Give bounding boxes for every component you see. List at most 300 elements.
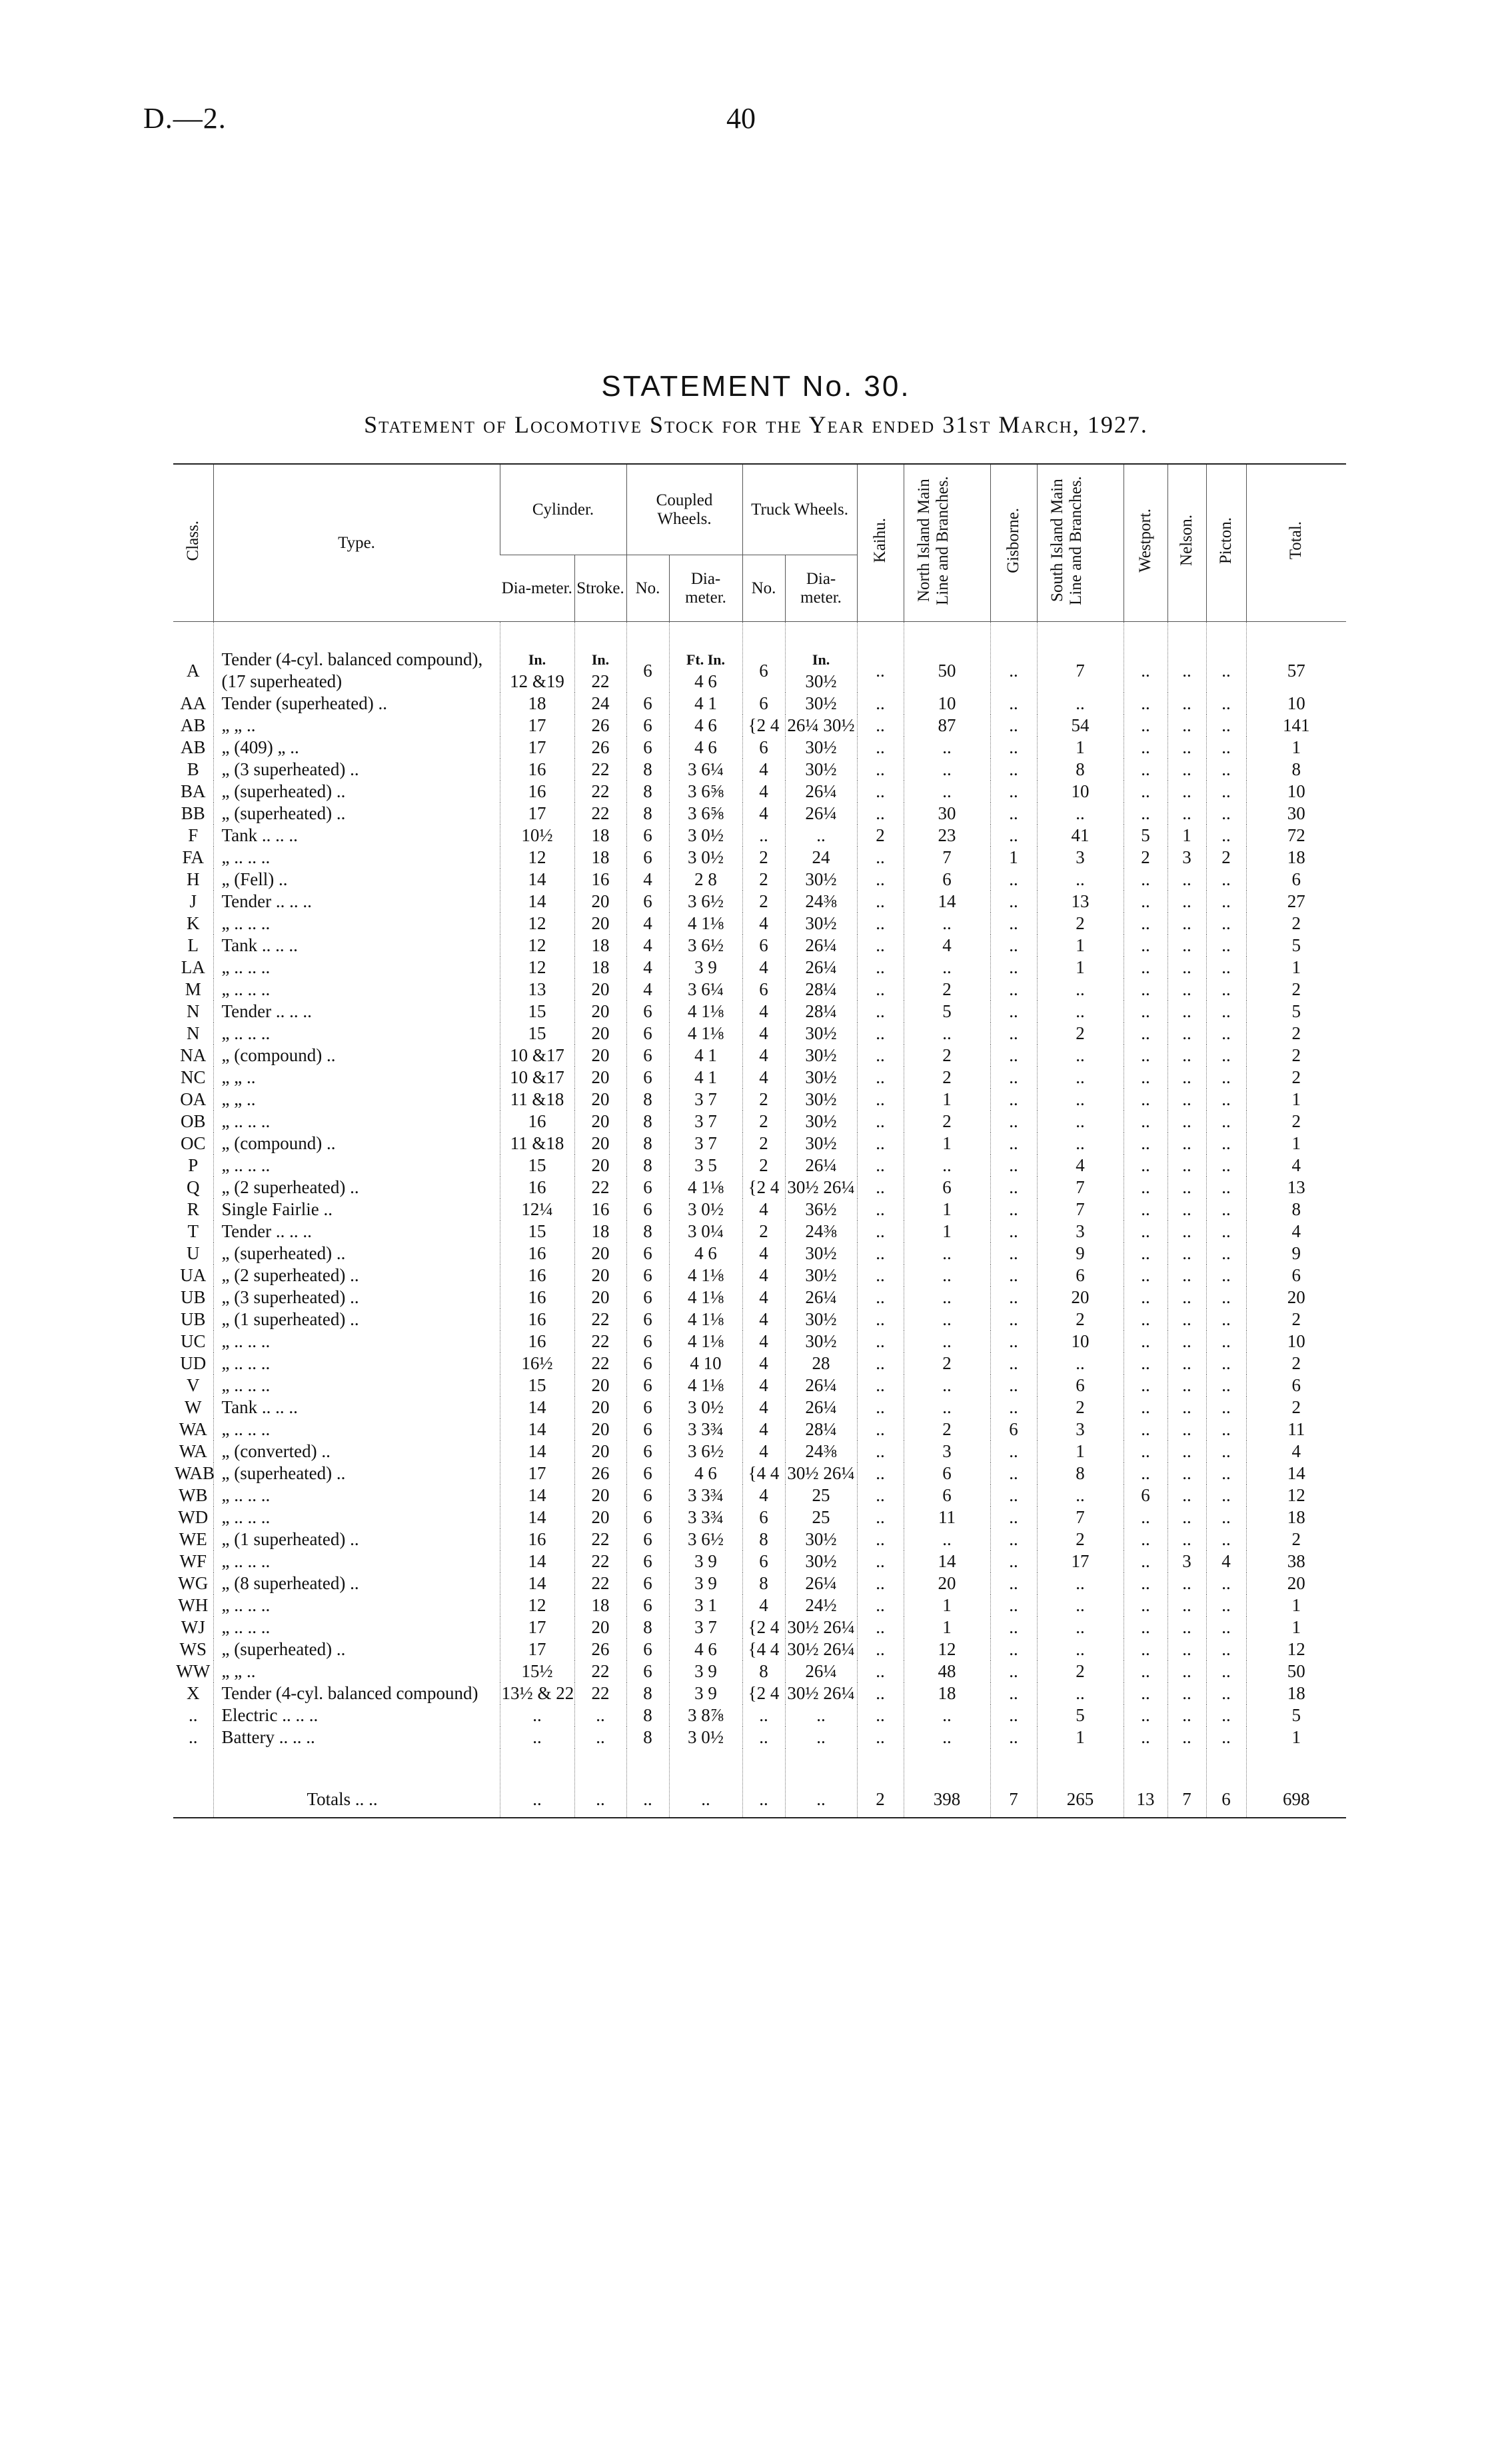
value-cell: .. [857, 1726, 904, 1748]
value-cell: 12 [500, 957, 574, 979]
value-cell: .. [1124, 1242, 1167, 1264]
value-cell: .. [990, 1199, 1037, 1221]
value-cell: 22 [574, 1330, 626, 1352]
value-cell: 9 [1246, 1242, 1346, 1264]
value-cell: 10 &17 [500, 1045, 574, 1067]
cell-value: 22 [591, 671, 610, 691]
value-cell: 12 [500, 913, 574, 935]
value-cell: 27 [1246, 891, 1346, 913]
value-cell: 6 [626, 1440, 669, 1462]
header-picton: Picton. [1206, 464, 1246, 622]
value-cell: .. [857, 1045, 904, 1067]
type-cell: Tender .. .. .. [213, 891, 500, 913]
table-row [173, 869, 1346, 891]
value-cell: 26¼ [785, 781, 857, 803]
table-row [173, 1330, 1346, 1352]
value-cell: 15 [500, 1155, 574, 1177]
value-cell: .. [1124, 869, 1167, 891]
value-cell: .. [857, 781, 904, 803]
value-cell: 1 [1246, 1594, 1346, 1616]
value-cell: .. [1037, 1001, 1124, 1023]
value-cell: 20 [1037, 1286, 1124, 1308]
value-cell: 3 [1167, 1550, 1206, 1572]
value-cell: 16 [500, 1286, 574, 1308]
value-cell: 22 [574, 1682, 626, 1704]
value-cell: 8 [626, 1704, 669, 1726]
value-cell: .. [904, 1286, 990, 1308]
value-cell: .. [574, 1726, 626, 1748]
value-cell: .. [1206, 1484, 1246, 1506]
class-cell: WE [179, 1529, 207, 1549]
value-cell: 15½ [500, 1660, 574, 1682]
value-cell: .. [904, 1374, 990, 1396]
value-cell: 7 [1037, 622, 1124, 693]
value-cell: .. [1206, 715, 1246, 737]
value-cell: 13½ & 22 [500, 1682, 574, 1704]
value-cell: .. [1167, 622, 1206, 693]
value-cell: 20 [574, 1242, 626, 1264]
value-cell: 7 [904, 847, 990, 869]
value-cell: .. [1124, 1133, 1167, 1155]
value-cell: .. [857, 715, 904, 737]
value-cell: 1 [904, 1221, 990, 1242]
value-cell: 4 [742, 1045, 785, 1067]
value-cell: 1 [904, 1089, 990, 1111]
value-cell: .. [1206, 1199, 1246, 1221]
value-cell: 30½ [785, 1067, 857, 1089]
class-cell: W [185, 1397, 202, 1417]
value-cell: 3 0¼ [669, 1221, 742, 1242]
type-cell: „ .. .. .. [213, 1616, 500, 1638]
class-cell: AB [180, 737, 206, 757]
value-cell: .. [1167, 1155, 1206, 1177]
value-cell: .. [904, 759, 990, 781]
value-cell: .. [1167, 913, 1206, 935]
value-cell: 1 [1246, 1133, 1346, 1155]
value-cell: 26¼ [785, 1286, 857, 1308]
value-cell: 5 [1246, 1704, 1346, 1726]
value-cell: .. [1167, 869, 1206, 891]
table-row [173, 1440, 1346, 1462]
value-cell: 15 [500, 1001, 574, 1023]
value-cell: .. [1167, 1396, 1206, 1418]
header-coupled-no: No. [626, 555, 669, 622]
value-cell: 30½ [785, 1528, 857, 1550]
value-cell: 16 [500, 1330, 574, 1352]
type-cell: „ .. .. .. [213, 1155, 500, 1177]
value-cell: .. [1167, 737, 1206, 759]
header-coupled-wheels: Coupled Wheels. [626, 464, 742, 555]
value-cell: 6 [626, 1308, 669, 1330]
value-cell: 6 [1246, 1264, 1346, 1286]
table-row [173, 1528, 1346, 1550]
value-cell: 2 [857, 825, 904, 847]
value-cell: .. [857, 979, 904, 1001]
value-cell: 15 [500, 1221, 574, 1242]
value-cell: .. [990, 737, 1037, 759]
value-cell: 4 [742, 1330, 785, 1352]
value-cell: 1 [1037, 935, 1124, 957]
value-cell: .. [990, 1572, 1037, 1594]
value-cell: 4 6 [669, 1242, 742, 1264]
value-cell: .. [857, 1177, 904, 1199]
value-cell: .. [857, 1462, 904, 1484]
value-cell: .. [1124, 1023, 1167, 1045]
value-cell: 3 3¾ [669, 1418, 742, 1440]
value-cell: 3 9 [669, 1572, 742, 1594]
value-cell: .. [990, 1352, 1037, 1374]
value-cell: 14 [500, 1550, 574, 1572]
value-cell: 6 [626, 1660, 669, 1682]
value-cell: 7 [1037, 1177, 1124, 1199]
value-cell: 38 [1246, 1550, 1346, 1572]
value-cell: 50 [904, 622, 990, 693]
header-north-island: North Island Main Line and Branches. [904, 464, 990, 622]
value-cell: 8 [1037, 1462, 1124, 1484]
value-cell: 6 [1246, 869, 1346, 891]
value-cell: 1 [1246, 957, 1346, 979]
value-cell: .. [857, 1704, 904, 1726]
type-cell: „ (superheated) .. [213, 781, 500, 803]
value-cell: .. [1124, 693, 1167, 715]
value-cell: .. [1206, 1374, 1246, 1396]
value-cell: 30½ [785, 1089, 857, 1111]
value-cell: .. [857, 1221, 904, 1242]
units-label: In. [591, 651, 610, 668]
value-cell: .. [1167, 1330, 1206, 1352]
value-cell: .. [1206, 869, 1246, 891]
value-cell: .. [990, 979, 1037, 1001]
value-cell: 4 1⅛ [669, 1177, 742, 1199]
value-cell: .. [1124, 737, 1167, 759]
value-cell: 18 [904, 1682, 990, 1704]
value-cell: .. [990, 1528, 1037, 1550]
value-cell: 30½ [785, 1550, 857, 1572]
value-cell: {4 4 [742, 1462, 785, 1484]
value-cell: .. [857, 1506, 904, 1528]
value-cell: 3 1 [669, 1594, 742, 1616]
value-cell: .. [1124, 622, 1167, 693]
totals-cell: .. [500, 1748, 574, 1818]
class-cell: NC [180, 1067, 206, 1087]
value-cell: 48 [904, 1660, 990, 1682]
value-cell: .. [1167, 1616, 1206, 1638]
value-cell: 10 [1246, 781, 1346, 803]
value-cell: 6 [742, 622, 785, 693]
value-cell: 18 [1246, 1506, 1346, 1528]
type-cell: „ .. .. .. [213, 1023, 500, 1045]
value-cell: 17 [500, 737, 574, 759]
value-cell: 6 [1037, 1264, 1124, 1286]
header-coupled-diameter: Dia-meter. [669, 555, 742, 622]
class-cell: WB [179, 1485, 208, 1505]
value-cell: .. [1037, 1133, 1124, 1155]
value-cell: .. [1037, 869, 1124, 891]
type-cell: „ .. .. .. [213, 1550, 500, 1572]
value-cell: 4 [742, 1242, 785, 1264]
value-cell: 6 [626, 1067, 669, 1089]
value-cell: .. [1124, 1330, 1167, 1352]
totals-cell: 398 [904, 1748, 990, 1818]
value-cell: .. [1124, 1352, 1167, 1374]
class-cell: FA [182, 847, 204, 867]
value-cell: .. [1124, 1111, 1167, 1133]
value-cell: .. [500, 1704, 574, 1726]
value-cell: 4 [742, 1440, 785, 1462]
value-cell: 4 6 [669, 1638, 742, 1660]
type-cell: „ .. .. .. [213, 1594, 500, 1616]
value-cell: .. [1124, 715, 1167, 737]
value-cell: .. [857, 1352, 904, 1374]
value-cell: 26¼ [785, 1660, 857, 1682]
totals-cell: 13 [1124, 1748, 1167, 1818]
value-cell: .. [904, 1308, 990, 1330]
value-cell: .. [904, 1726, 990, 1748]
class-cell: AB [180, 715, 206, 735]
class-cell: P [188, 1155, 199, 1175]
type-cell: „ (compound) .. [213, 1133, 500, 1155]
value-cell: 20 [574, 1440, 626, 1462]
class-cell: OB [180, 1111, 206, 1131]
value-cell: 17 [500, 1638, 574, 1660]
value-cell: 2 [1037, 1396, 1124, 1418]
value-cell: .. [1206, 1726, 1246, 1748]
value-cell: 13 [500, 979, 574, 1001]
totals-cell: .. [742, 1748, 785, 1818]
value-cell: .. [1167, 715, 1206, 737]
value-cell: .. [990, 1682, 1037, 1704]
value-cell: 14 [500, 1506, 574, 1528]
value-cell: .. [1167, 1133, 1206, 1155]
class-cell: OA [180, 1089, 207, 1109]
value-cell: .. [1206, 1682, 1246, 1704]
value-cell: 14 [904, 891, 990, 913]
value-cell: 2 [904, 1045, 990, 1067]
value-cell: .. [857, 1264, 904, 1286]
value-cell: 12 [500, 935, 574, 957]
value-cell: 20 [1246, 1572, 1346, 1594]
totals-cell: .. [785, 1748, 857, 1818]
value-cell: {2 4 [742, 715, 785, 737]
value-cell: .. [1167, 1506, 1206, 1528]
type-cell: „ .. .. .. [213, 1330, 500, 1352]
value-cell: 6 [626, 825, 669, 847]
value-cell: 4 [1206, 1550, 1246, 1572]
value-cell: .. [1206, 1594, 1246, 1616]
type-cell: „ .. .. .. [213, 979, 500, 1001]
value-cell: 3 [1037, 1418, 1124, 1440]
value-cell: .. [1167, 1418, 1206, 1440]
value-cell: .. [990, 1264, 1037, 1286]
value-cell: 2 [1037, 1308, 1124, 1330]
value-cell: {2 4 [742, 1616, 785, 1638]
value-cell: 20 [574, 1111, 626, 1133]
value-cell: 30 [1246, 803, 1346, 825]
value-cell: .. [1206, 1242, 1246, 1264]
value-cell: 4 [742, 803, 785, 825]
value-cell: 4 [742, 1484, 785, 1506]
value-cell: .. [1167, 1704, 1206, 1726]
value-cell: 16 [574, 1199, 626, 1221]
value-cell: .. [990, 1023, 1037, 1045]
value-cell: 57 [1246, 622, 1346, 693]
table-row [173, 1682, 1346, 1704]
value-cell: 18 [500, 693, 574, 715]
value-cell: .. [857, 759, 904, 781]
value-cell: 12 [904, 1638, 990, 1660]
value-cell: 4 1⅛ [669, 1286, 742, 1308]
value-cell: 3 6⅝ [669, 803, 742, 825]
value-cell: 18 [574, 847, 626, 869]
value-cell: .. [1124, 1726, 1167, 1748]
type-cell: „ .. .. .. [213, 847, 500, 869]
value-cell: 6 [904, 1462, 990, 1484]
value-cell: 2 [1037, 1023, 1124, 1045]
value-cell: 3 6½ [669, 1528, 742, 1550]
value-cell: .. [857, 622, 904, 693]
value-cell: .. [857, 1616, 904, 1638]
value-cell: 4 [742, 913, 785, 935]
value-cell: .. [1124, 1089, 1167, 1111]
value-cell: 20 [574, 979, 626, 1001]
value-cell: .. [1037, 1638, 1124, 1660]
value-cell: 24½ [785, 1594, 857, 1616]
class-cell: WA [179, 1419, 207, 1439]
class-cell: WS [179, 1639, 207, 1659]
type-cell: „ (compound) .. [213, 1045, 500, 1067]
value-cell: 8 [742, 1660, 785, 1682]
class-cell: .. [189, 1727, 198, 1747]
table-row [173, 1660, 1346, 1682]
value-cell: 20 [574, 1506, 626, 1528]
value-cell: 3 9 [669, 957, 742, 979]
value-cell: 16½ [500, 1352, 574, 1374]
value-cell: 8 [626, 1221, 669, 1242]
table-row [173, 891, 1346, 913]
value-cell: 30½ [785, 1045, 857, 1067]
value-cell: .. [1124, 1067, 1167, 1089]
value-cell: .. [1037, 803, 1124, 825]
value-cell: .. [990, 1067, 1037, 1089]
value-cell: 4 6 [669, 1462, 742, 1484]
value-cell: .. [742, 825, 785, 847]
type-cell: Tender (4-cyl. balanced compound), (17 superheated) [213, 622, 500, 693]
table-row [173, 1374, 1346, 1396]
value-cell: 6 [626, 1242, 669, 1264]
value-cell: 87 [904, 715, 990, 737]
class-cell: WG [178, 1573, 209, 1593]
value-cell: 26¼ [785, 1374, 857, 1396]
units-label: In. [528, 651, 546, 668]
value-cell: 4 6 [669, 737, 742, 759]
value-cell: .. [1167, 1023, 1206, 1045]
value-cell: 5 [1246, 935, 1346, 957]
value-cell: 2 [904, 1352, 990, 1374]
table-row [173, 1111, 1346, 1133]
table-row [173, 1001, 1346, 1023]
value-cell: .. [1124, 1594, 1167, 1616]
value-cell: .. [1124, 1264, 1167, 1286]
value-cell: .. [1206, 622, 1246, 693]
value-cell: 24 [785, 847, 857, 869]
statement-title: STATEMENT No. 30. [601, 370, 911, 403]
type-cell: „ „ .. [213, 1067, 500, 1089]
value-cell: 6 [626, 1396, 669, 1418]
value-cell: 14 [500, 1440, 574, 1462]
value-cell: 6 [1037, 1374, 1124, 1396]
value-cell: 24⅜ [785, 1221, 857, 1242]
value-cell: .. [857, 693, 904, 715]
value-cell: 4 [1246, 1440, 1346, 1462]
value-cell: .. [742, 1704, 785, 1726]
value-cell: .. [990, 1242, 1037, 1264]
value-cell: 1 [1246, 1089, 1346, 1111]
value-cell: 30½ [785, 693, 857, 715]
value-cell: .. [1206, 693, 1246, 715]
value-cell: 4 1⅛ [669, 1308, 742, 1330]
type-cell: „ .. .. .. [213, 1374, 500, 1396]
value-cell: .. [1037, 1352, 1124, 1374]
totals-cell: .. [626, 1748, 669, 1818]
value-cell: 6 [626, 1177, 669, 1199]
value-cell: .. [857, 1638, 904, 1660]
value-cell: .. [742, 1726, 785, 1748]
value-cell: 30½ [785, 869, 857, 891]
class-cell: WW [176, 1661, 211, 1681]
value-cell: .. [857, 1308, 904, 1330]
value-cell: 4 1 [669, 1067, 742, 1089]
value-cell: 14 [904, 1550, 990, 1572]
value-cell: .. [1167, 1484, 1206, 1506]
type-cell: „ (1 superheated) .. [213, 1528, 500, 1550]
totals-cell [173, 1748, 213, 1818]
value-cell: 4 [742, 957, 785, 979]
value-cell: 6 [904, 1177, 990, 1199]
value-cell: 50 [1246, 1660, 1346, 1682]
value-cell: 17 [1037, 1550, 1124, 1572]
class-cell: N [187, 1023, 200, 1043]
value-cell: 20 [574, 1023, 626, 1045]
value-cell: 4 [626, 979, 669, 1001]
value-cell: .. [1206, 1045, 1246, 1067]
value-cell: 1 [904, 1594, 990, 1616]
value-cell: 6 [626, 1572, 669, 1594]
value-cell: 24⅜ [785, 1440, 857, 1462]
value-cell: 1 [904, 1133, 990, 1155]
type-cell: „ .. .. .. [213, 1111, 500, 1133]
value-cell: 2 [1246, 913, 1346, 935]
value-cell: 4 [742, 1286, 785, 1308]
table-row [173, 1704, 1346, 1726]
type-cell: „ (superheated) .. [213, 1638, 500, 1660]
value-cell: .. [857, 1396, 904, 1418]
header-south-island: South Island Main Line and Branches. [1037, 464, 1124, 622]
class-cell: T [187, 1221, 199, 1241]
table-row [173, 913, 1346, 935]
value-cell: .. [904, 1396, 990, 1418]
value-cell: {2 4 [742, 1177, 785, 1199]
value-cell: 54 [1037, 715, 1124, 737]
type-cell: Tender .. .. .. [213, 1221, 500, 1242]
type-cell: „ (superheated) .. [213, 803, 500, 825]
table-row [173, 803, 1346, 825]
value-cell: 13 [1246, 1177, 1346, 1199]
value-cell: 20 [574, 1133, 626, 1155]
value-cell: 4 [742, 1001, 785, 1023]
value-cell: 2 [1124, 847, 1167, 869]
value-cell: .. [1206, 1133, 1246, 1155]
value-cell: .. [857, 1155, 904, 1177]
